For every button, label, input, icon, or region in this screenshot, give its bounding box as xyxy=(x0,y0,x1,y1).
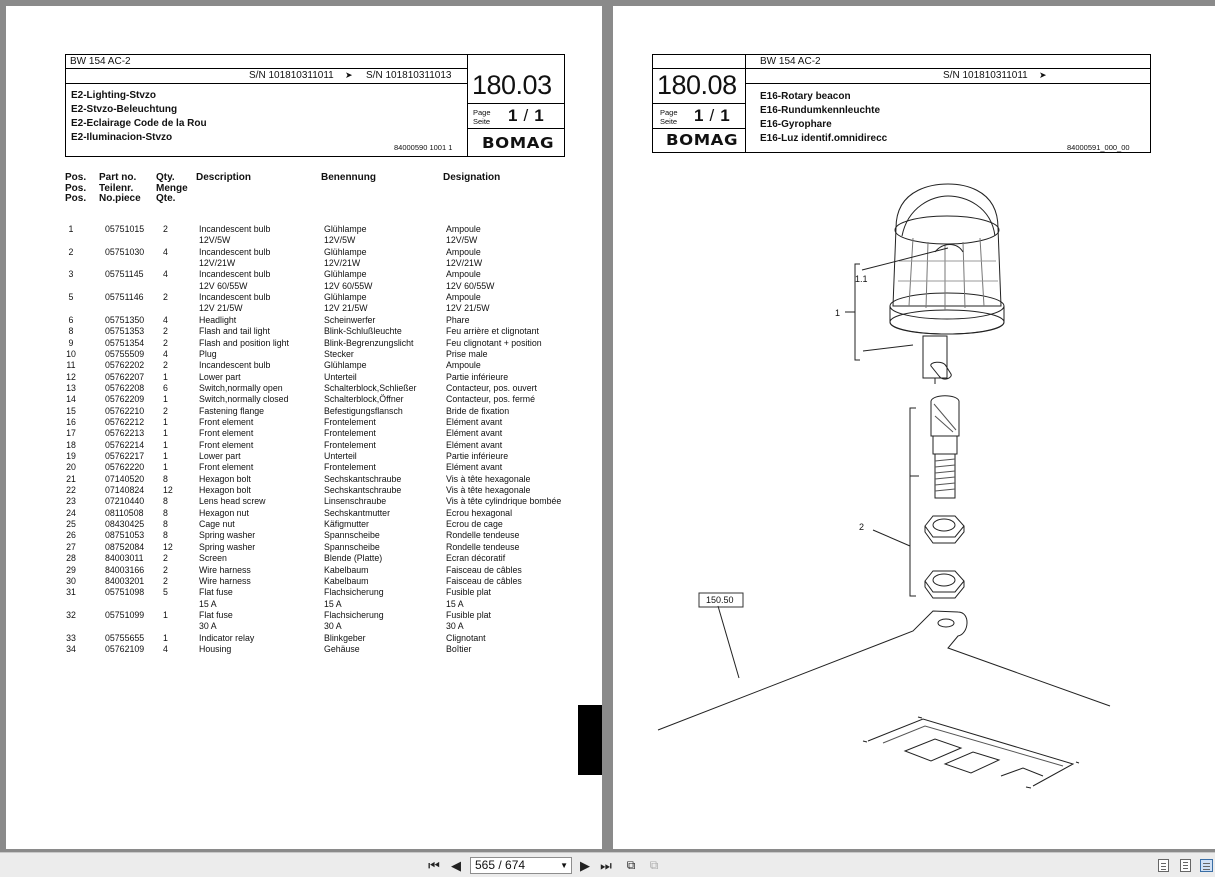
cell-qty: 8 xyxy=(163,507,168,518)
cell-part-no: 08751053 xyxy=(105,530,145,541)
cell-benennung: Flachsicherung xyxy=(324,609,384,620)
cell-pos: 5 xyxy=(68,292,74,303)
cell-qty: 4 xyxy=(163,643,168,654)
cell-designation: Fusible plat xyxy=(446,609,491,620)
rotary-beacon-drawing xyxy=(613,6,1215,849)
cell-designation: Fusible plat xyxy=(446,587,491,598)
col-header-qty: Qty. Menge Qte. xyxy=(156,172,188,204)
cell-benennung: Sechskantschraube xyxy=(324,485,402,496)
cell-part-no: 05751015 xyxy=(105,224,145,234)
cell-pos: 18 xyxy=(66,439,76,450)
serial-to: S/N 101810311013 xyxy=(366,70,452,81)
right-page xyxy=(613,6,1215,849)
cell-description: Hexagon bolt xyxy=(199,485,251,496)
cell-designation: Vis à tête hexagonale xyxy=(446,485,531,496)
cell-description: 30 A xyxy=(199,621,217,632)
cell-qty: 1 xyxy=(163,416,168,427)
left-page xyxy=(6,6,602,849)
cell-benennung: Glühlampe xyxy=(324,292,367,303)
cell-designation: Ampoule xyxy=(446,224,481,234)
cell-description: Incandescent bulb xyxy=(199,360,271,371)
cell-benennung: Frontelement xyxy=(324,462,376,473)
cell-description: Front element xyxy=(199,416,254,427)
page-word: Page Seite xyxy=(660,108,678,126)
cell-designation: Prise male xyxy=(446,348,488,359)
document-number: 84000590 1001 1 xyxy=(394,143,453,152)
cell-designation: Rondelle tendeuse xyxy=(446,541,520,552)
cell-description: Spring washer xyxy=(199,541,256,552)
cell-part-no: 05762210 xyxy=(105,405,145,416)
cell-designation: Vis à tête hexagonale xyxy=(446,473,531,484)
cell-pos: 30 xyxy=(66,575,76,586)
cell-part-no: 05762209 xyxy=(105,394,145,405)
page-select-value: 565 / 674 xyxy=(475,858,526,872)
cell-benennung: Linsenschraube xyxy=(324,496,387,507)
cell-pos: 24 xyxy=(66,507,76,518)
cell-part-no: 05762214 xyxy=(105,439,145,450)
cell-designation: Ecrou hexagonal xyxy=(446,507,513,518)
cell-qty: 2 xyxy=(163,564,168,575)
cell-description: Front element xyxy=(199,462,254,473)
cell-part-no: 05755509 xyxy=(105,348,145,359)
page-select[interactable] xyxy=(470,857,572,874)
cell-benennung: Glühlampe xyxy=(324,269,367,280)
cell-designation: Contacteur, pos. fermé xyxy=(446,394,535,405)
cell-designation: 12V 60/55W xyxy=(446,280,495,291)
copy-page-icon[interactable]: ⧉ xyxy=(626,858,636,872)
cell-benennung: Scheinwerfer xyxy=(324,314,376,325)
cell-benennung: Blende (Platte) xyxy=(324,553,383,564)
cell-designation: Elément avant xyxy=(446,416,503,427)
cell-benennung: Glühlampe xyxy=(324,224,367,234)
cell-pos: 33 xyxy=(66,632,76,643)
cell-designation: 12V 21/5W xyxy=(446,303,490,314)
cell-part-no: 05751030 xyxy=(105,246,145,257)
cell-pos: 11 xyxy=(66,360,76,371)
cell-benennung: Kabelbaum xyxy=(324,575,369,586)
cell-part-no: 84003166 xyxy=(105,564,145,575)
cell-benennung: Spannscheibe xyxy=(324,541,380,552)
cell-part-no: 05762213 xyxy=(105,428,145,439)
cell-pos: 8 xyxy=(68,326,74,337)
cell-qty: 6 xyxy=(163,382,168,393)
cell-benennung: 12V/5W xyxy=(324,235,356,246)
cell-qty: 4 xyxy=(163,314,168,325)
mounting-plate xyxy=(658,611,1110,730)
cell-qty: 12 xyxy=(163,485,173,496)
cell-benennung: Glühlampe xyxy=(324,360,367,371)
cell-pos: 31 xyxy=(66,587,76,598)
cell-part-no: 05762202 xyxy=(105,360,145,371)
serial-from: S/N 101810311011 xyxy=(943,70,1028,81)
cell-part-no: 05751146 xyxy=(105,292,144,303)
cell-designation: Ecrou de cage xyxy=(446,519,503,530)
cell-part-no: 05762220 xyxy=(105,462,145,473)
cell-qty: 8 xyxy=(163,496,168,507)
mounting-stud xyxy=(931,396,959,498)
bomag-logo: BOMAG xyxy=(482,134,555,152)
cell-pos: 27 xyxy=(66,541,76,552)
cell-designation: 12V/21W xyxy=(446,258,483,269)
cell-part-no: 05762207 xyxy=(105,371,145,382)
cell-benennung: Flachsicherung xyxy=(324,587,384,598)
cell-designation: Ecran décoratif xyxy=(446,553,506,564)
cell-pos: 20 xyxy=(66,462,76,473)
cell-designation: Ampoule xyxy=(446,269,481,280)
cell-part-no: 08110508 xyxy=(105,507,144,518)
cell-description: 12V 21/5W xyxy=(199,303,243,314)
cell-part-no: 05751350 xyxy=(105,314,145,325)
cell-part-no: 05751145 xyxy=(105,269,144,280)
cell-designation: Clignotant xyxy=(446,632,486,643)
cell-description: Cage nut xyxy=(199,519,235,530)
cell-part-no: 07140520 xyxy=(105,473,145,484)
cell-designation: Faisceau de câbles xyxy=(446,564,522,575)
cell-qty: 1 xyxy=(163,632,168,643)
cell-part-no: 05751099 xyxy=(105,609,145,620)
cell-description: Incandescent bulb xyxy=(199,224,271,234)
callout-1-1: 1.1 xyxy=(855,274,868,284)
cell-part-no: 07210440 xyxy=(105,496,145,507)
cell-part-no: 08752084 xyxy=(105,541,145,552)
cell-designation: Bride de fixation xyxy=(446,405,510,416)
beacon-base xyxy=(923,336,951,384)
cell-benennung: Frontelement xyxy=(324,439,376,450)
cell-benennung: Käfigmutter xyxy=(324,519,369,530)
cell-qty: 1 xyxy=(163,428,168,439)
cell-pos: 26 xyxy=(66,530,76,541)
col-header-pos: Pos. Pos. Pos. xyxy=(65,172,87,204)
first-page-icon[interactable]: ⏮ xyxy=(428,858,440,873)
cell-pos: 28 xyxy=(66,553,76,564)
cell-part-no: 05755655 xyxy=(105,632,145,643)
col-header-description: Description xyxy=(196,172,252,183)
cell-part-no: 05751354 xyxy=(105,337,145,348)
cell-pos: 3 xyxy=(68,269,74,280)
hex-nut-lower xyxy=(925,571,964,598)
chevron-down-icon: ▼ xyxy=(560,861,568,870)
page-count: 1 / 1 xyxy=(694,106,730,125)
cell-description: Wire harness xyxy=(199,564,251,575)
single-page-view-icon[interactable] xyxy=(1158,859,1169,872)
cell-description: Incandescent bulb xyxy=(199,269,271,280)
cell-designation: Partie inférieure xyxy=(446,451,509,461)
cell-qty: 1 xyxy=(163,609,168,620)
col-header-part: Part no. Teilenr. No.piece xyxy=(99,172,141,204)
cell-designation: 15 A xyxy=(446,598,464,609)
cell-benennung: Frontelement xyxy=(324,428,376,439)
cell-qty: 2 xyxy=(163,337,168,348)
beacon-dome xyxy=(890,184,1004,334)
cell-pos: 15 xyxy=(66,405,76,416)
cell-pos: 13 xyxy=(66,382,76,393)
cell-description: 12V/5W xyxy=(199,235,231,246)
cell-benennung: 30 A xyxy=(324,621,342,632)
cell-description: Flash and position light xyxy=(199,337,289,348)
cell-description: Fastening flange xyxy=(199,405,265,416)
cell-designation: Elément avant xyxy=(446,462,503,473)
cell-benennung: 12V 60/55W xyxy=(324,280,373,291)
cell-description: Spring washer xyxy=(199,530,256,541)
document-number: 84000591_000_00 xyxy=(1067,143,1130,152)
cell-pos: 1 xyxy=(68,224,74,234)
cell-benennung: Glühlampe xyxy=(324,246,367,257)
page-word: Page Seite xyxy=(473,108,491,126)
cell-designation: Phare xyxy=(446,314,470,325)
cell-pos: 34 xyxy=(66,643,76,654)
cell-pos: 17 xyxy=(66,428,76,439)
cell-qty: 4 xyxy=(163,348,168,359)
last-page-icon[interactable]: ⏭ xyxy=(600,858,612,873)
viewer-toolbar xyxy=(0,852,1215,877)
cell-benennung: Spannscheibe xyxy=(324,530,380,541)
cell-part-no: 05751353 xyxy=(105,326,145,337)
cell-benennung: 12V/21W xyxy=(324,258,361,269)
model-name: BW 154 AC-2 xyxy=(760,56,821,67)
cell-description: Incandescent bulb xyxy=(199,292,271,303)
cell-designation: Elément avant xyxy=(446,439,503,450)
cell-pos: 10 xyxy=(66,348,76,359)
cell-description: Lens head screw xyxy=(199,496,266,507)
cell-designation: Ampoule xyxy=(446,292,481,303)
cell-part-no: 84003011 xyxy=(105,553,144,564)
cell-description: Flat fuse xyxy=(199,587,233,598)
cell-description: Lower part xyxy=(199,451,241,461)
cell-qty: 2 xyxy=(163,326,168,337)
serial-arrow: ➤ xyxy=(1039,70,1047,80)
page-edge-tab xyxy=(578,705,602,775)
cell-benennung: Befestigungsflansch xyxy=(324,405,403,416)
cell-pos: 12 xyxy=(66,371,76,382)
cell-qty: 1 xyxy=(163,462,168,473)
cell-description: Flash and tail light xyxy=(199,326,270,337)
reference-150-50[interactable]: 150.50 xyxy=(706,595,734,605)
hex-nut-upper xyxy=(925,516,964,543)
continuous-view-icon[interactable] xyxy=(1180,859,1191,872)
cell-designation: Boîtier xyxy=(446,643,472,654)
cell-qty: 2 xyxy=(163,224,168,234)
cell-pos: 21 xyxy=(66,473,76,484)
cell-benennung: Unterteil xyxy=(324,451,357,461)
cell-designation: Feu arrière et clignotant xyxy=(446,326,539,337)
cell-description: Flat fuse xyxy=(199,609,233,620)
cell-qty: 12 xyxy=(163,541,173,552)
fuse-box-outline xyxy=(863,717,1079,788)
cell-designation: Rondelle tendeuse xyxy=(446,530,520,541)
cell-benennung: Unterteil xyxy=(324,371,357,382)
cell-designation: Vis à tête cylindrique bombée xyxy=(446,496,562,507)
cell-qty: 4 xyxy=(163,269,168,280)
cell-part-no: 05762217 xyxy=(105,451,145,461)
cell-description: Switch,normally open xyxy=(199,382,283,393)
cell-description: Incandescent bulb xyxy=(199,246,271,257)
cell-qty: 4 xyxy=(163,246,168,257)
cell-benennung: Schalterblock,Schließer xyxy=(324,382,417,393)
cell-qty: 2 xyxy=(163,405,168,416)
cell-qty: 8 xyxy=(163,530,168,541)
cell-benennung: Blink-Begrenzungslicht xyxy=(324,337,414,348)
cell-qty: 1 xyxy=(163,394,168,405)
two-page-view-icon[interactable] xyxy=(1200,859,1213,872)
page-count: 1 / 1 xyxy=(508,106,544,125)
cell-description: Front element xyxy=(199,428,254,439)
cell-qty: 2 xyxy=(163,360,168,371)
cell-pos: 9 xyxy=(68,337,74,348)
cell-part-no: 07140824 xyxy=(105,485,145,496)
cell-pos: 32 xyxy=(66,609,76,620)
cell-description: 12V 60/55W xyxy=(199,280,248,291)
cell-benennung: Blink-Schlußleuchte xyxy=(324,326,402,337)
cell-description: Hexagon bolt xyxy=(199,473,251,484)
cell-benennung: Kabelbaum xyxy=(324,564,369,575)
callout-2: 2 xyxy=(859,522,865,532)
cell-description: Plug xyxy=(199,348,217,359)
cell-designation: 30 A xyxy=(446,621,464,632)
group-titles: E16-Rotary beacon E16-Rundumkennleuchte E16-Gyrophare E16-Luz identif.omnidirecc xyxy=(760,91,888,144)
cell-part-no: 05762208 xyxy=(105,382,145,393)
col-header-benennung: Benennung xyxy=(321,172,376,183)
group-titles: E2-Lighting-Stvzo E2-Stvzo-Beleuchtung E2-Eclairage Code de la Rou E2-Iluminacion-Stvzo xyxy=(71,90,207,143)
cell-designation: Ampoule xyxy=(446,246,481,257)
cell-designation: Elément avant xyxy=(446,428,503,439)
next-page-icon[interactable]: ▶ xyxy=(580,858,590,873)
cell-pos: 22 xyxy=(66,485,76,496)
group-number: 180.03 xyxy=(472,70,552,100)
col-header-designation: Designation xyxy=(443,172,501,183)
cell-pos: 2 xyxy=(68,246,74,257)
cell-qty: 1 xyxy=(163,439,168,450)
prev-page-icon[interactable]: ◀ xyxy=(451,858,461,873)
cell-qty: 1 xyxy=(163,451,168,461)
cell-benennung: Sechskantschraube xyxy=(324,473,402,484)
cell-benennung: Frontelement xyxy=(324,416,376,427)
model-name: BW 154 AC-2 xyxy=(70,56,131,67)
cell-qty: 8 xyxy=(163,519,168,530)
cell-part-no: 08430425 xyxy=(105,519,145,530)
cell-qty: 1 xyxy=(163,371,168,382)
cell-designation: Feu clignotant + position xyxy=(446,337,542,348)
cell-designation: Ampoule xyxy=(446,360,481,371)
cell-description: Hexagon nut xyxy=(199,507,249,518)
cell-part-no: 05762109 xyxy=(105,643,145,654)
cell-pos: 6 xyxy=(68,314,74,325)
cell-qty: 2 xyxy=(163,575,168,586)
cell-designation: Faisceau de câbles xyxy=(446,575,522,586)
cell-benennung: Schalterblock,Öffner xyxy=(324,394,404,405)
cell-description: Switch,normally closed xyxy=(199,394,289,405)
cell-designation: Partie inférieure xyxy=(446,371,509,382)
cell-benennung: Stecker xyxy=(324,348,354,359)
paste-page-icon[interactable]: ⧉ xyxy=(649,858,659,872)
cell-designation: Contacteur, pos. ouvert xyxy=(446,382,537,393)
cell-pos: 14 xyxy=(66,394,76,405)
cell-description: 12V/21W xyxy=(199,258,236,269)
cell-benennung: 15 A xyxy=(324,598,342,609)
cell-pos: 25 xyxy=(66,519,76,530)
cell-description: Lower part xyxy=(199,371,241,382)
bomag-logo: BOMAG xyxy=(666,131,739,149)
cell-description: Front element xyxy=(199,439,254,450)
cell-pos: 16 xyxy=(66,416,76,427)
cell-qty: 2 xyxy=(163,553,168,564)
serial-arrow: ➤ xyxy=(345,70,353,80)
callout-1: 1 xyxy=(835,308,841,318)
cell-part-no: 05762212 xyxy=(105,416,145,427)
cell-pos: 29 xyxy=(66,564,76,575)
cell-pos: 23 xyxy=(66,496,76,507)
cell-description: 15 A xyxy=(199,598,217,609)
cell-part-no: 84003201 xyxy=(105,575,145,586)
cell-description: Indicator relay xyxy=(199,632,255,643)
group-number: 180.08 xyxy=(657,70,737,100)
cell-qty: 5 xyxy=(163,587,168,598)
cell-description: Wire harness xyxy=(199,575,251,586)
cell-benennung: Blinkgeber xyxy=(324,632,366,643)
cell-description: Screen xyxy=(199,553,227,564)
cell-pos: 19 xyxy=(66,451,76,461)
cell-description: Headlight xyxy=(199,314,237,325)
cell-qty: 8 xyxy=(163,473,168,484)
cell-designation: 12V/5W xyxy=(446,235,478,246)
cell-qty: 2 xyxy=(163,292,168,303)
cell-benennung: Sechskantmutter xyxy=(324,507,391,518)
cell-description: Housing xyxy=(199,643,232,654)
cell-benennung: 12V 21/5W xyxy=(324,303,368,314)
cell-part-no: 05751098 xyxy=(105,587,145,598)
serial-from: S/N 101810311011 xyxy=(249,70,334,81)
cell-benennung: Gehäuse xyxy=(324,643,360,654)
